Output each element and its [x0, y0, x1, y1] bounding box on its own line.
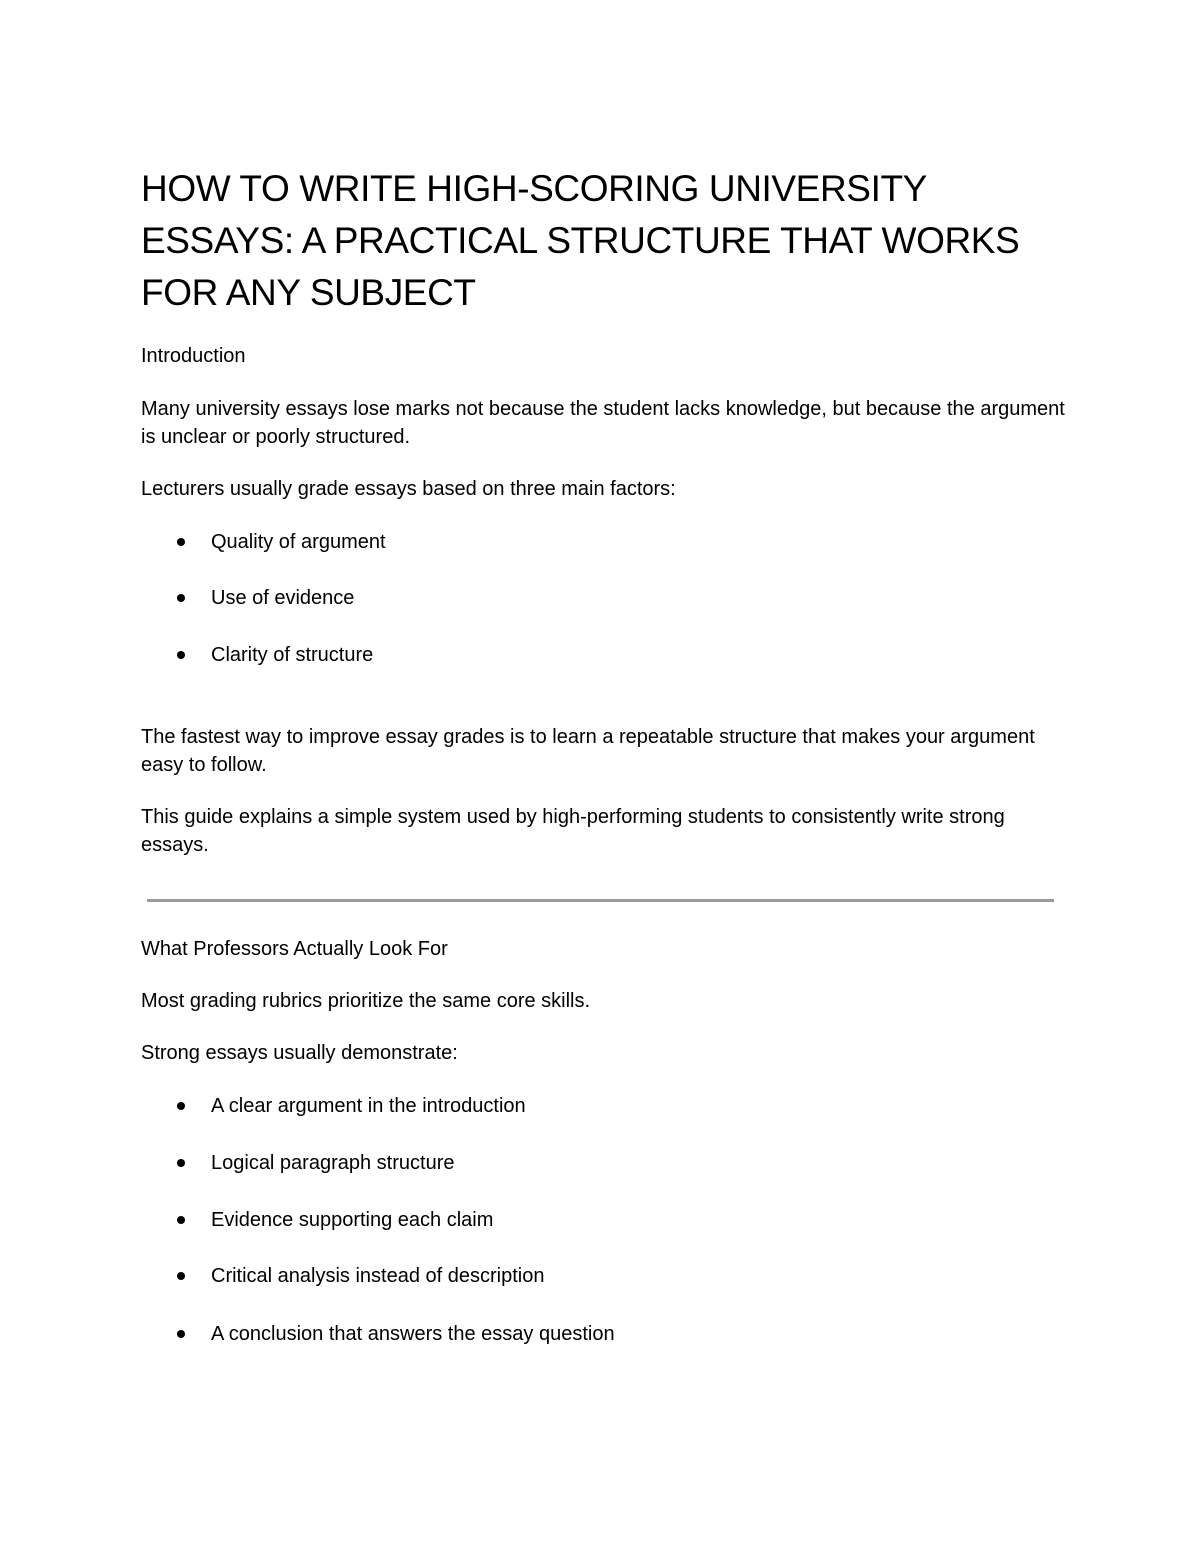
list-item-label: Logical paragraph structure: [211, 1152, 455, 1174]
professors-heading: What Professors Actually Look For: [141, 938, 448, 960]
bullet-icon: [177, 651, 185, 659]
professors-paragraph-2: Strong essays usually demonstrate:: [141, 1042, 458, 1064]
list-item: [141, 1092, 1041, 1120]
list-item: [141, 1206, 1041, 1234]
list-item-label: A clear argument in the introduction: [211, 1095, 526, 1117]
list-item-label: Critical analysis instead of description: [211, 1265, 545, 1287]
list-item-label: Use of evidence: [211, 587, 355, 609]
introduction-paragraph-3: The fastest way to improve essay grades is to learn a repeatable structure that makes your argument easy to follow.: [141, 726, 1035, 776]
list-item: [141, 584, 1041, 612]
list-item-label: Evidence supporting each claim: [211, 1209, 494, 1231]
list-item: [141, 528, 1041, 556]
bullet-icon: [177, 1216, 185, 1224]
bullet-icon: [177, 1330, 185, 1338]
horizontal-divider: [147, 899, 1054, 902]
bullet-icon: [177, 1102, 185, 1110]
introduction-paragraph-2: Lecturers usually grade essays based on three main factors:: [141, 478, 676, 500]
bullet-icon: [177, 538, 185, 546]
list-item: [141, 1262, 1041, 1290]
introduction-paragraph-1: Many university essays lose marks not because the student lacks knowledge, but because the argument is unclear or poorly structured.: [141, 398, 1065, 448]
list-item: [141, 641, 1041, 669]
list-item: [141, 1320, 1041, 1348]
list-item: [141, 1149, 1041, 1177]
list-item-label: A conclusion that answers the essay question: [211, 1323, 615, 1345]
list-item-label: Quality of argument: [211, 531, 386, 553]
bullet-icon: [177, 1272, 185, 1280]
list-item-label: Clarity of structure: [211, 644, 374, 666]
introduction-paragraph-4: This guide explains a simple system used by high-performing students to consistently write strong essays.: [141, 806, 1005, 856]
bullet-icon: [177, 594, 185, 602]
bullet-icon: [177, 1159, 185, 1167]
professors-paragraph-1: Most grading rubrics prioritize the same core skills.: [141, 990, 591, 1012]
introduction-heading: Introduction: [141, 345, 246, 367]
document-title: HOW TO WRITE HIGH-SCORING UNIVERSITY ESSAYS: A PRACTICAL STRUCTURE THAT WORKS FOR ANY SUBJECT: [141, 168, 1020, 313]
